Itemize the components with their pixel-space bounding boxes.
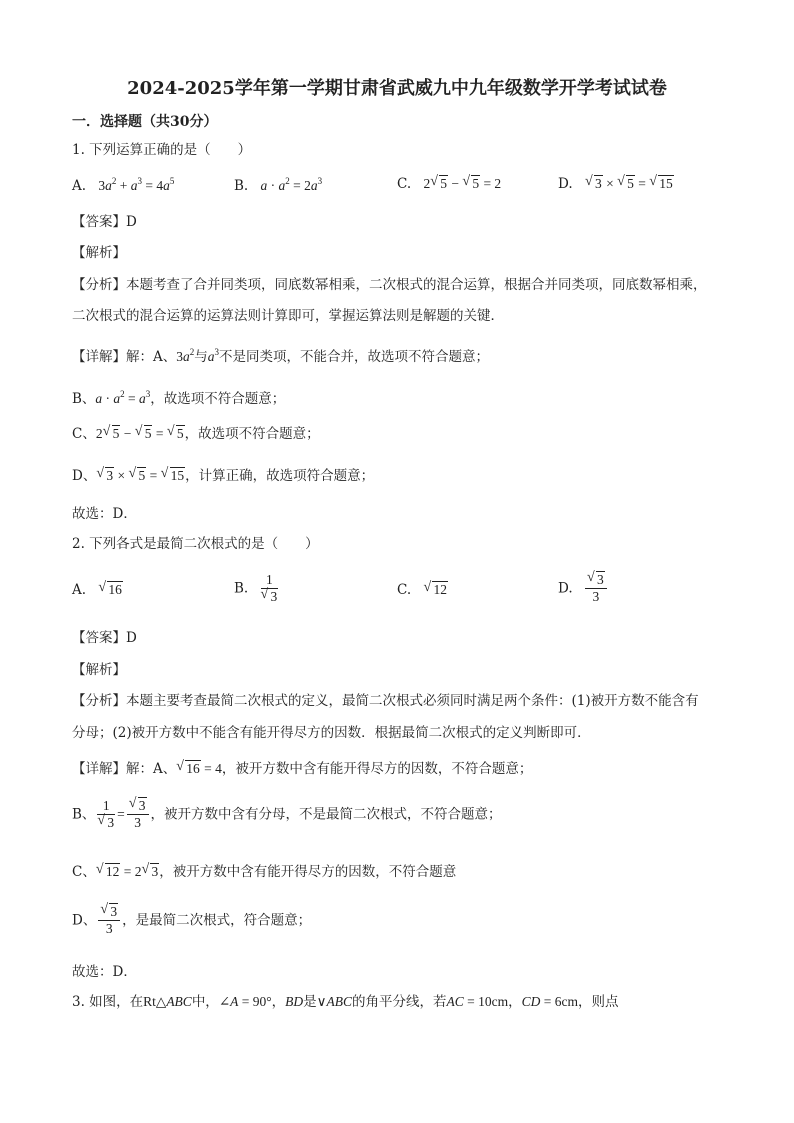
option-label: B. (234, 580, 249, 597)
q1-detail-d: D、√ 3 × √ 5 = √ 15，计算正确，故选项符合题意； (72, 466, 374, 486)
q1-detail-b: B、$a \cdot a^2 = a^3$，故选项不符合题意； (72, 389, 286, 407)
q2-fenxi-line2: 分母；(2)被开方数中不能含有能开得尽方的因数．根据最简二次根式的定义判断即可． (72, 725, 591, 741)
q2-analysis-tag: 【解析】 (72, 662, 126, 678)
q1-conclusion: 故选：D． (72, 506, 137, 522)
q2-fenxi-line1: 【分析】本题主要考查最简二次根式的定义，最简二次根式必须同时满足两个条件：(1)被开方数不能含有 (72, 693, 699, 709)
q2-option-d[interactable]: D. √ $\frac{3}{3}$ (558, 572, 609, 605)
q1-option-c[interactable]: C. 2√ 5 − √ 5 = 2 (397, 176, 501, 192)
q2-detail-c: C、√ 12 = 2√ 3，被开方数中含有能开得尽方的因数，不符合题意 (72, 862, 456, 882)
q1-option-d[interactable]: D. √ 3 × √ 5 = √ 15 (558, 176, 674, 192)
option-label: A. (72, 178, 87, 194)
q2-stem: 2. 下列各式是最简二次根式的是（ ） (72, 536, 319, 552)
q1-detail-a: 【详解】解：A、$3a^2$与$a^3$不是同类项，不能合并，故选项不符合题意； (72, 347, 489, 365)
q2-option-a[interactable]: A. √ 16 (72, 582, 123, 598)
page-title: 2024-2025学年第一学期甘肃省武威九中九年级数学开学考试试卷 (127, 78, 667, 99)
option-label: A. (72, 582, 87, 598)
q1-answer: 【答案】D (72, 214, 137, 230)
q2-detail-d: D、 √ $\frac{3}{3}$ ，是最简二次根式，符合题意； (72, 904, 311, 937)
q2-option-b[interactable]: B. 1 √ 3 (234, 572, 280, 605)
q2-conclusion: 故选：D． (72, 964, 137, 980)
q2-option-c[interactable]: C. √ 12 (397, 582, 448, 598)
q1-option-a[interactable]: A. $3a^2 + a^3 = 4a^5$ (72, 176, 175, 194)
q2-detail-a: 【详解】解：A、√ 16 = 4，被开方数中含有能开得尽方的因数，不符合题意； (72, 759, 532, 779)
option-label: C. (397, 176, 412, 192)
option-label: C. (397, 582, 412, 598)
q2-detail-b: B、 1 √ 3 = √ $\frac{3}{3}$ ，被开方数中含有分母，不是最简二次根式，不符合题意； (72, 798, 502, 831)
q1-stem: 1. 下列运算正确的是（ ） (72, 142, 252, 158)
q1-option-b[interactable]: B. $a \cdot a^2 = 2a^3$ (234, 176, 323, 194)
option-label: D. (558, 176, 573, 192)
option-label: B. (234, 178, 249, 194)
section-heading: 一．选择题（共30分） (72, 114, 218, 130)
q1-analysis-tag: 【解析】 (72, 245, 126, 261)
q1-fenxi-line1: 【分析】本题考查了合并同类项，同底数幂相乘，二次根式的混合运算，根据合并同类项，同底数幂相乘， (72, 277, 707, 293)
option-label: D. (558, 580, 573, 597)
q3-stem: 3. 如图，在Rt△ABC中，∠A = 90°，BD是∨ABC的角平分线，若AC = 10cm，CD = 6cm，则点 (72, 994, 619, 1010)
q1-detail-c: C、2√ 5 − √ 5 = √ 5，故选项不符合题意； (72, 424, 320, 444)
q2-answer: 【答案】D (72, 630, 137, 646)
q1-fenxi-line2: 二次根式的混合运算的运算法则计算即可，掌握运算法则是解题的关键． (72, 308, 504, 324)
